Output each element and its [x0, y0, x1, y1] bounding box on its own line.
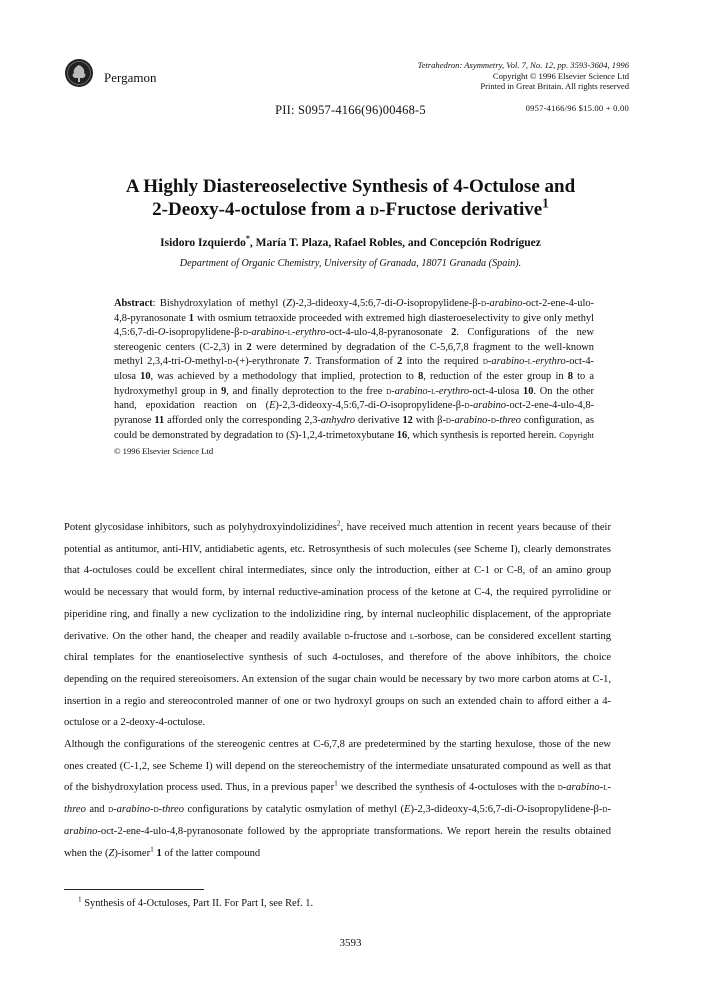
journal-citation — [269, 60, 629, 92]
title-line-2: 2-Deoxy-4-octulose from a d-Fructose derivative$^1$ — [152, 195, 549, 220]
title-line-1: A Highly Diastereoselective Synthesis of 4-Octulose and — [125, 176, 576, 197]
issn-price-code: 0957-4166/96 $15.00 + 0.00 — [525, 103, 629, 113]
publisher-name: Pergamon — [104, 70, 157, 85]
journal-line-1: Tetrahedron: Asymmetry, Vol. 7, No. 12, pp. 3593-3604, 1996 — [417, 60, 629, 70]
author-list: Isidoro Izquierdo*, María T. Plaza, Rafael Robles, and Concepción Rodríguez — [160, 234, 541, 249]
pii-identifier: PII: S0957-4166(96)00468-5 — [275, 103, 426, 117]
article-title — [50, 175, 651, 221]
journal-line-3: Printed in Great Britain. All rights reserved — [480, 81, 629, 91]
footnote: $^1$ Synthesis of 4-Octuloses, Part II. For Part I, see Ref. 1. — [78, 895, 314, 909]
paragraph-2: Although the configurations of the stereogenic centres at C-6,7,8 are predetermined by the starting hexulose, those of the new ones created (C-1,2, see Scheme I) will depend on the stereochemistry of the intermediate unsaturated compound as well as that of the bishydroxylation process used. Thus, in a previous paper$^1$ we described the synthesis of 4-octuloses with the d-arabino-l-threo and d-arabino-d-threo configurations by catalytic osmylation of methyl (E)-2,3-dideoxy-4,5:6,7-di-O-isopropylidene-β-d-arabino-oct-2-ene-4-ulo-4,8-pyranosonate followed by the appropriate transformations. We report herein the results obtained when the (Z)-isomer$^1$ 1 of the latter compound — [64, 739, 611, 859]
elsevier-tree-logo — [64, 58, 94, 88]
abstract: Abstract: Bishydroxylation of methyl (Z)-2,3-dideoxy-4,5:6,7-di-O-isopropylidene-β-d-arabino-oct-2-ene-4-ulo-4,8-pyranosonate 1 with osmium tetraoxide proceeded with extremed high diasteroeselectivity to give only methyl 4,5:6,7-di-O-isopropylidene-β-d-arabino-l-erythro-oct-4-ulo-4,8-pyranosonate 2. Configurations of the new stereogenic centers (C-2,3) in 2 were determined by degradation of the C-5,6,7,8 fragment to the well-known methyl 2,3,4-tri-O-methyl-d-(+)-erythronate 7. Transformation of 2 into the required d-arabino-l-erythro-oct-4-ulosa 10, was achieved by a methodology that implied, protection to 8, reduction of the ester group in 8 to a hydroxymethyl group in 9, and finally deprotection to the free d-arabino-l-erythro-oct-4-ulosa 10. On the other hand, epoxidation reaction on (E)-2,3-dideoxy-4,5:6,7-di-O-isopropylidene-β-d-arabino-oct-2-ene-4-ulo-4,8-pyranose 11 afforded only the corresponding 2,3-anhydro derivative 12 with β-d-arabino-d-threo configuration, as could be demonstrated by degradation to (S)-1,2,4-trimetoxybutane 16, which synthesis is reported herein. Copyright © 1996 Elsevier Science Ltd — [114, 298, 595, 456]
abstract-label: Abstract — [114, 298, 153, 309]
footnote-divider — [64, 889, 204, 890]
affiliation: Department of Organic Chemistry, University of Granada, 18071 Granada (Spain). — [179, 258, 522, 269]
pii-row — [0, 103, 701, 118]
journal-line-2: Copyright © 1996 Elsevier Science Ltd — [492, 70, 629, 81]
abstract-copyright: Copyright © 1996 Elsevier Science Ltd — [114, 430, 595, 456]
paragraph-1: Potent glycosidase inhibitors, such as polyhydroxyindolizidines$^2$, have received much attention in recent years because of their potential as antitumor, anti-HIV, antidiabetic agents, etc. Retrosynthesis of such molecules (see Scheme I), clearly demonstrates that 4-octuloses could be excellent chiral intermediates, since only the introduction, either at C-1 or C-8, of an amino group would be necessary that would form, by internal reductive-amination process of the ketone at C-4, the required pyrrolidine or piperidine ring, and finally a new cyclization to the indolizidine ring, by internal nucleophilic displacement, of the appropriate derivative. On the other hand, the cheaper and readily available d-fructose and l-sorbose, can be considered excellent starting chiral templates for the enantioselective synthesis of such 4-octuloses, and therefore of the above inhibitors, the choice depending on the required stereoisomers. An extension of the sugar chain would be necessary by two more carbon atoms at C-1, insertion in a regio and stereocontroled manner of one or two hydroxyl groups on such an extended chain to afford either a 4-octulose or a 2-deoxy-4-octulose. — [64, 518, 612, 729]
page-number: 3593 — [339, 937, 362, 949]
body-text — [64, 517, 611, 864]
